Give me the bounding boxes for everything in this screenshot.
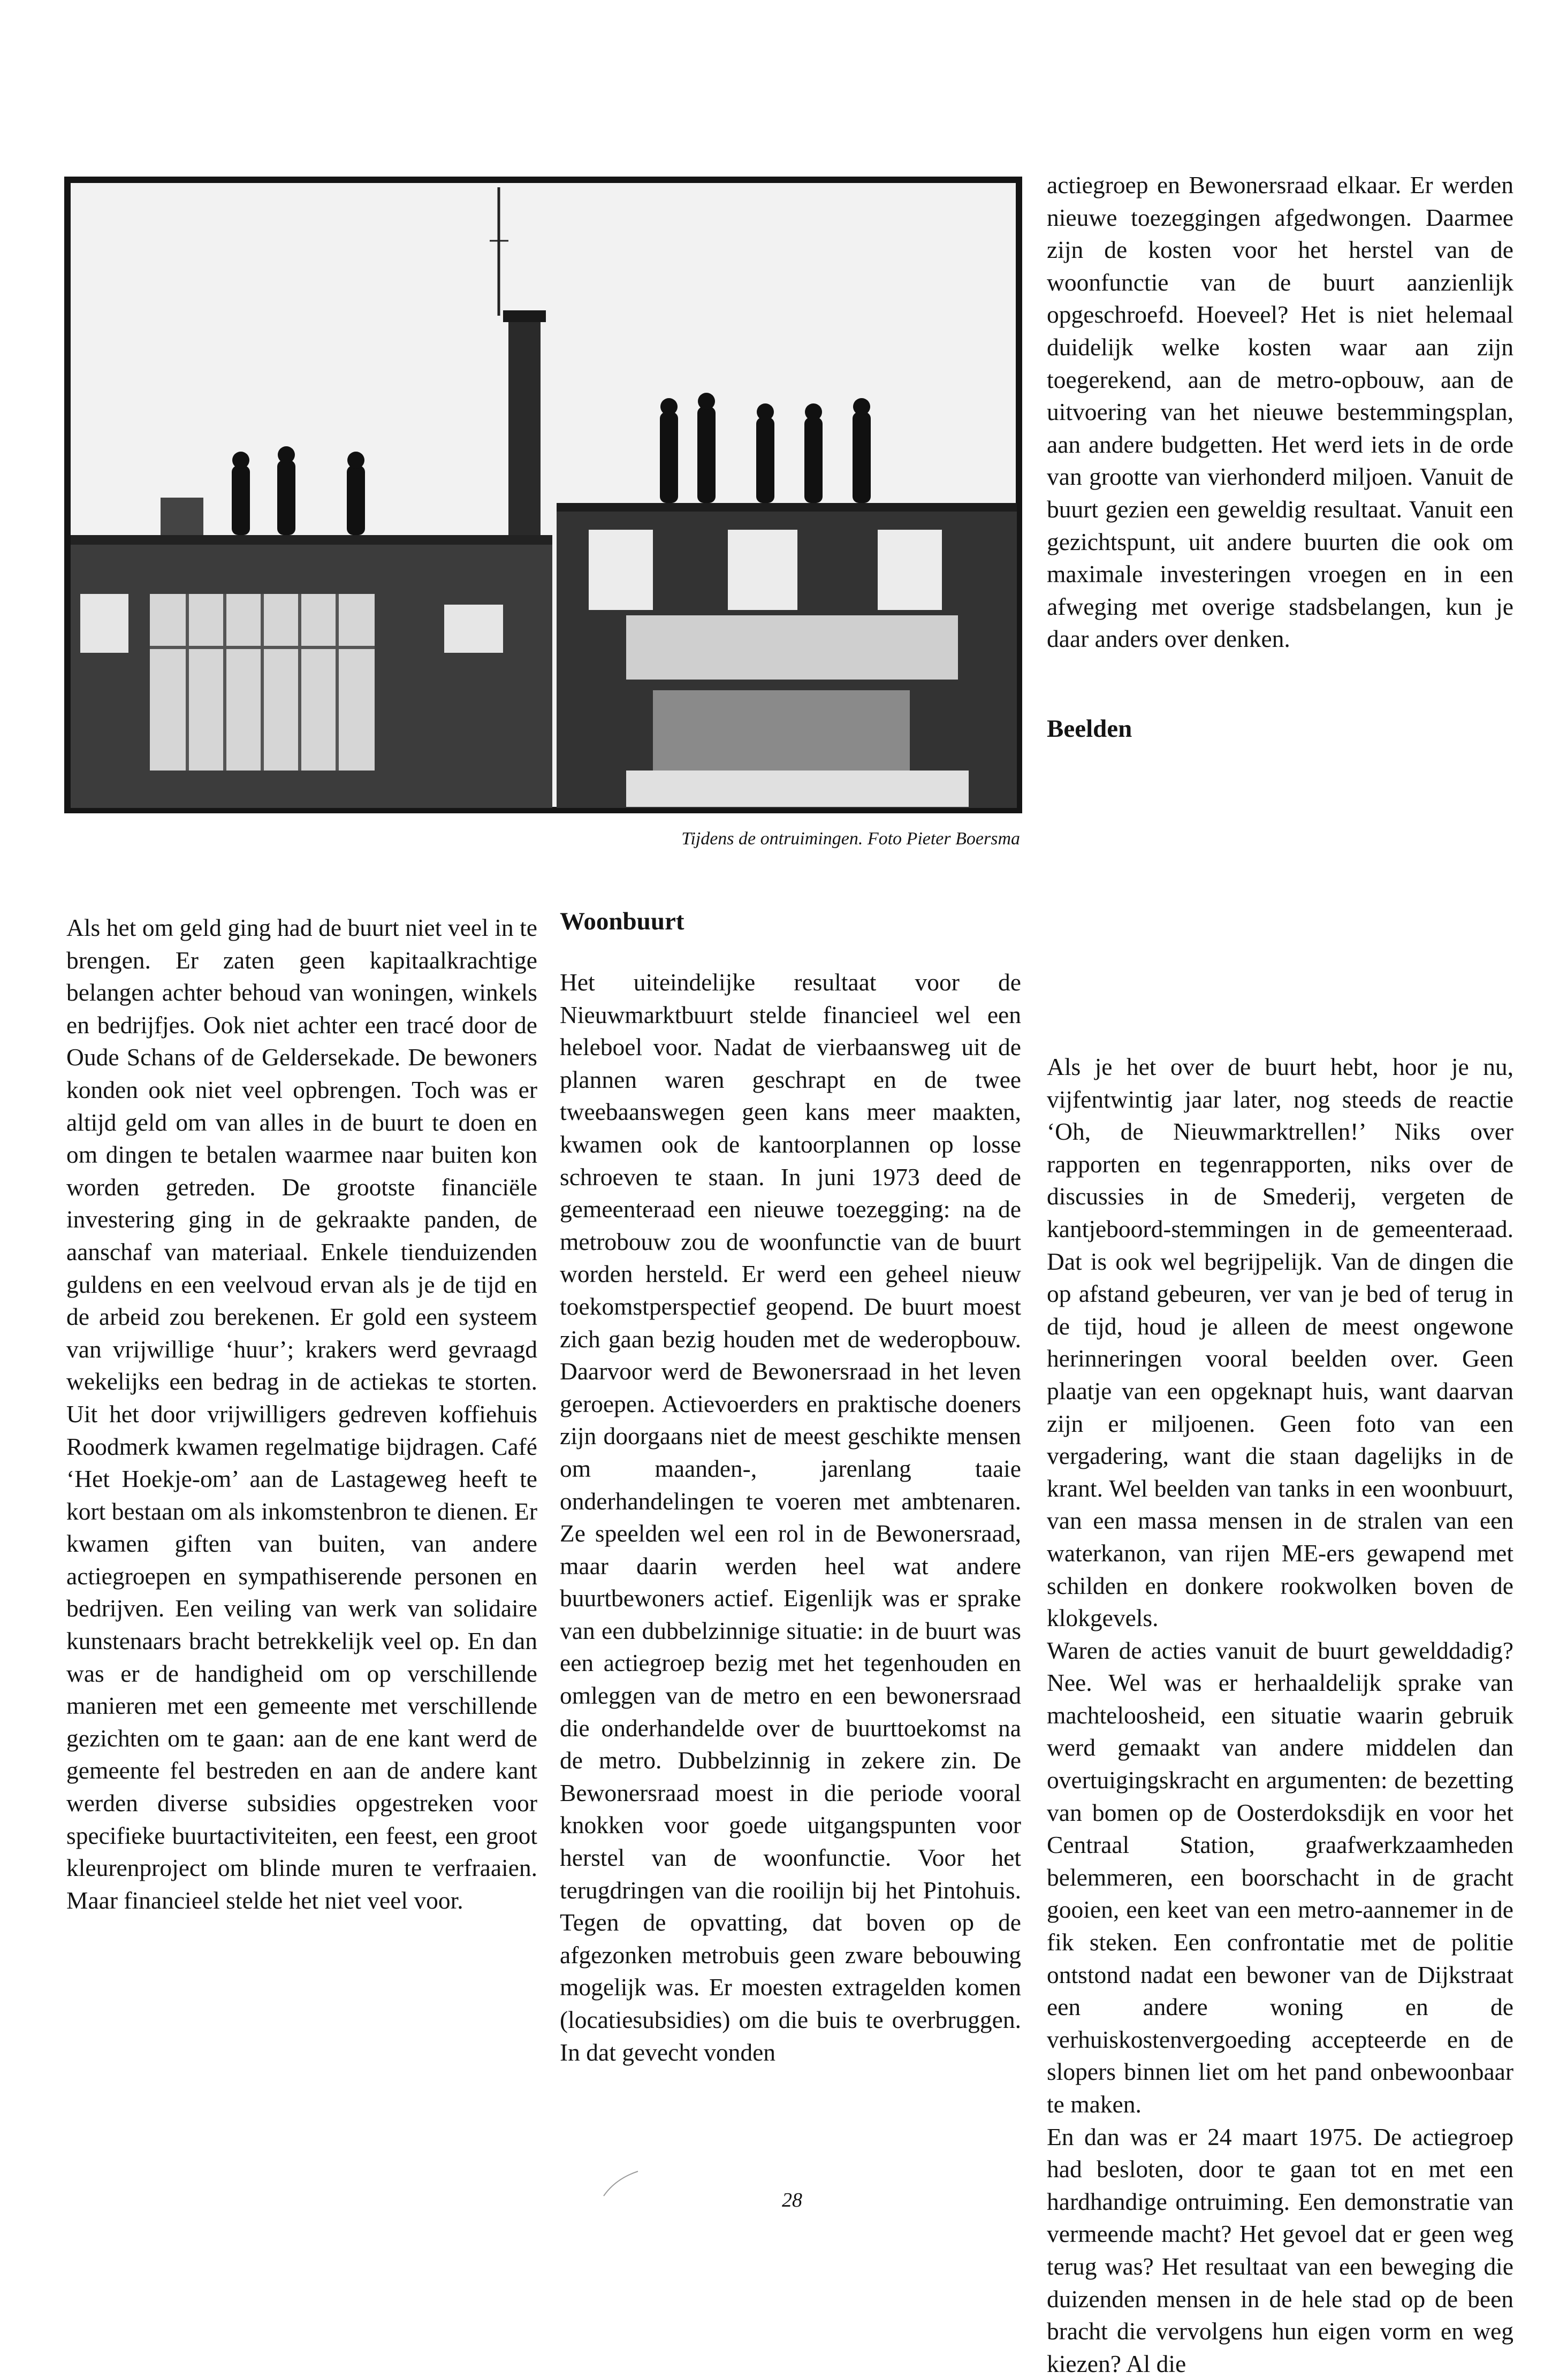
pen-stroke-mark xyxy=(599,2168,642,2200)
column-left-text: Als het om geld ging had de buurt niet veel in te brengen. Er zaten geen kapitaalkrachtige belangen achter behoud van woningen, winkels en bedrijfjes. Ook niet achter een tracé door de Oude Schans of de Geldersekade. De bewoners konden ook niet veel opbrengen. Toch was er altijd geld om van alles in de buurt te doen en om dingen te betalen waarmee naar buiten kon worden getreden. De grootste financiële investering ging in de gekraakte panden, de aanschaf van materiaal. Enkele tienduizenden guldens en een veelvoud ervan als je de tijd en de arbeid zou berekenen. Er gold een systeem van vrijwillige ‘huur’; krakers werd gevraagd wekelijks een bedrag in de actiekas te storten. Uit het door vrijwilligers gedreven koffiehuis Roodmerk kwamen regelmatige bijdragen. Café ‘Het Hoekje-om’ aan de Lastageweg heeft te kort bestaan om als inkomstenbron te dienen. Er kwamen giften van buiten, van andere actiegroepen en sympathiserende personen en bedrijven. Een veiling van werk van solidaire kunstenaars bracht betrekkelijk veel op. En dan was er de handigheid om op verschillende manieren met een gemeente met verschillende gezichten om te gaan: aan de ene kant werd de gemeente fel bestreden en aan de andere kant werden diverse subsidies opgestreken voor specifieke buurtactiviteiten, een feest, een groot kleurenproject om blinde muren te verfraaien. Maar financieel stelde het niet veel voor. xyxy=(66,914,537,1914)
column-left xyxy=(66,912,537,1917)
page-number: 28 xyxy=(782,2189,802,2211)
column-right-top xyxy=(1047,169,1513,655)
column-right-top-text: actiegroep en Bewonersraad elkaar. Er werden nieuwe toezeggingen afgedwongen. Daarmee zijn de kosten voor het herstel van de woonfunctie van de buurt aanzienlijk opgeschroefd. Hoeveel? Het is niet helemaal duidelijk welke kosten waar aan zijn toegerekend, aan de metro-opbouw, aan de uitvoering van het nieuwe bestemmingsplan, aan andere budgetten. Het werd iets in de orde van grootte van vierhonderd miljoen. Vanuit de buurt gezien een geweldig resultaat. Vanuit een gezichtspunt, uit andere buurten die ook om maximale investeringen vroegen en in een afweging met overige stadsbelangen, kun je daar anders over denken. xyxy=(1047,171,1513,653)
heading-woonbuurt: Woonbuurt xyxy=(560,907,684,935)
rooftop-photo xyxy=(64,177,1022,813)
rooftop-photo-drawing xyxy=(64,177,1022,813)
photo-caption: Tijdens de ontruimingen. Foto Pieter Boersma xyxy=(681,829,1020,849)
column-middle-text: Het uiteindelijke resultaat voor de Nieuwmarktbuurt stelde financieel wel een heleboel voor. Nadat de vierbaansweg uit de plannen waren geschrapt en de twee tweebaanswegen geen kans meer maakten, kwamen ook de kantoorplannen op losse schroeven te staan. In juni 1973 deed de gemeenteraad een nieuwe toezegging: na de metrobouw zou de woonfunctie van de buurt worden hersteld. Er werd een geheel nieuw toekomstperspectief geopend. De buurt moest zich gaan bezig houden met de wederopbouw. Daarvoor werd de Bewonersraad in het leven geroepen. Actievoerders en praktische doeners zijn doorgaans niet de meest geschikte mensen om maanden-, jarenlang taaie onderhandelingen te voeren met ambtenaren. Ze speelden wel een rol in de Bewonersraad, maar daarin werden heel wat andere buurtbewoners actief. Eigenlijk was er sprake van een dubbelzinnige situatie: in de buurt was een actiegroep bezig met het tegenhouden en omleggen van de metro en een bewonersraad die onderhandelde over de buurttoekomst na de metro. Dubbelzinnig in zekere zin. De Bewonersraad moest in die periode vooral knokken voor goede uitgangspunten voor herstel van de woonfunctie. Voor het terugdringen van die rooilijn bij het Pintohuis. Tegen de opvatting, dat boven op de afgezonken metrobuis geen zware bebouwing mogelijk was. Er moesten extragelden komen (locatiesubsidies) om die buis te overbruggen. In dat gevecht vonden xyxy=(560,968,1021,2066)
column-middle xyxy=(560,966,1021,2069)
column-right-paragraph-3: En dan was er 24 maart 1975. De actiegroep had besloten, door te gaan tot en met een hardhandige ontruiming. Een demonstratie van vermeende macht? Het gevoel dat er geen weg terug was? Het resultaat van een beweging die duizenden mensen in de hele stad op de been bracht die vervolgens hun eigen vorm en weg kiezen? Al die xyxy=(1047,2123,1513,2377)
heading-beelden: Beelden xyxy=(1047,715,1132,743)
column-right-paragraph-2: Waren de acties vanuit de buurt gewelddadig? Nee. Wel was er herhaaldelijk sprake van machteloosheid, een situatie waarin gebruik werd gemaakt van andere middelen dan overtuigingskracht en argumenten: de bezetting van bomen op de Oosterdoksdijk en voor het Centraal Station, graafwerkzaamheden belemmeren, een boorschacht in de gracht gooien, een keet van een metro-aannemer in de fik steken. Een confrontatie met de politie ontstond nadat een bewoner van de Dijkstraat een andere woning en de verhuiskostenvergoeding accepteerde en de slopers binnen liet om het pand onbewoonbaar te maken. xyxy=(1047,1636,1513,2118)
column-right-bottom xyxy=(1047,1051,1513,2380)
column-right-paragraph-1: Als je het over de buurt hebt, hoor je nu, vijfentwintig jaar later, nog steeds de reactie ‘Oh, de Nieuwmarktrellen!’ Niks over rapporten en tegenrapporten, niks over de discussies in de Smederij, vergeten de kantjeboord-stemmingen in de gemeenteraad. Dat is ook wel begrijpelijk. Van de dingen die op afstand gebeuren, ver van je bed of terug in de tijd, houd je alleen de meest ongewone herinneringen vooral beelden over. Geen plaatje van een opgeknapt huis, want daarvan zijn er miljoenen. Geen foto van een vergadering, want die staan dagelijks in de krant. Wel beelden van tanks in een woonbuurt, van een massa mensen in de stralen van een waterkanon, van rijen ME-ers gewapend met schilden en donkere rookwolken boven de klokgevels. xyxy=(1047,1053,1513,1632)
